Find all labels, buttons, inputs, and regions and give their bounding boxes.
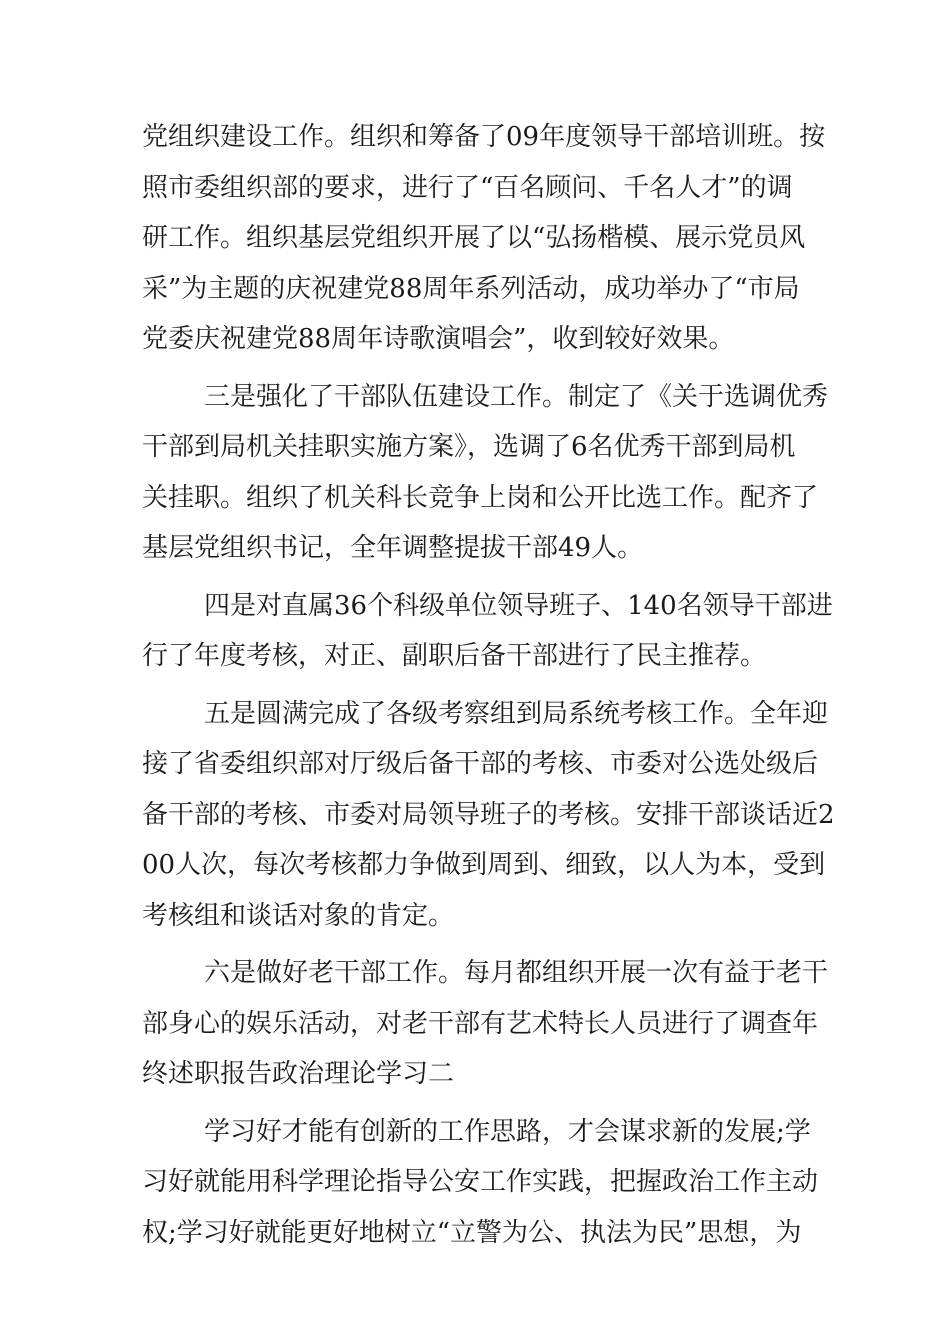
paragraph-line: 00人次，每次考核都力争做到周到、细致，以人为本，受到: [142, 850, 826, 880]
paragraph-line: 照市委组织部的要求，进行了“百名顾问、千名人才”的调: [142, 172, 793, 203]
paragraph-line: 行了年度考核，对正、副职后备干部进行了民主推荐。: [142, 641, 767, 671]
document-body: [142, 112, 835, 1258]
paragraph-gap: [142, 682, 832, 689]
paragraph-3: [142, 581, 832, 682]
paragraph-gap: [142, 365, 832, 372]
paragraph-line: 接了省委组织部对厅级后备干部的考核、市委对公选处级后: [142, 749, 819, 779]
paragraph-1: [142, 112, 832, 365]
paragraph-line: 基层党组织书记，全年调整提拔干部49人。: [142, 533, 644, 563]
paragraph-line: 三是强化了干部队伍建设工作。制定了《关于选调优秀: [204, 381, 829, 412]
paragraph-line: 党组织建设工作。组织和筹备了09年度领导干部培训班。按: [142, 122, 826, 152]
paragraph-line: 研工作。组织基层党组织开展了以“弘扬楷模、展示党员风: [142, 223, 806, 253]
paragraph-2: [142, 372, 832, 574]
paragraph-line: 终述职报告政治理论学习二: [142, 1059, 455, 1089]
paragraph-line: 党委庆祝建党88周年诗歌演唱会”，收到较好效果。: [142, 324, 735, 354]
paragraph-line: 部身心的娱乐活动，对老干部有艺术特长人员进行了调查年: [142, 1008, 819, 1039]
paragraph-gap: [142, 1100, 832, 1107]
paragraph-line: 五是圆满完成了各级考察组到局系统考核工作。全年迎: [204, 698, 829, 729]
paragraph-6: [142, 1107, 832, 1259]
paragraph-line: 四是对直属36个科级单位领导班子、140名领导干部进: [204, 590, 833, 621]
paragraph-line: 学习好才能有创新的工作思路，才会谋求新的发展;学: [204, 1116, 811, 1147]
paragraph-line: 采”为主题的庆祝建党88周年系列活动，成功举办了“市局: [142, 273, 800, 304]
paragraph-line: 备干部的考核、市委对局领导班子的考核。安排干部谈话近2: [142, 799, 835, 830]
paragraph-line: 考核组和谈话对象的肯定。: [142, 900, 455, 931]
paragraph-5: [142, 948, 832, 1100]
paragraph-4: [142, 689, 835, 942]
paragraph-gap: [142, 941, 832, 948]
paragraph-line: 关挂职。组织了机关科长竞争上岗和公开比选工作。配齐了: [142, 482, 819, 513]
paragraph-line: 权;学习好就能更好地树立“立警为公、执法为民”思想，为: [142, 1217, 802, 1248]
paragraph-gap: [142, 574, 832, 581]
paragraph-line: 习好就能用科学理论指导公安工作实践，把握政治工作主动: [142, 1167, 819, 1197]
paragraph-line: 干部到局机关挂职实施方案》，选调了6名优秀干部到局机: [142, 432, 796, 462]
paragraph-line: 六是做好老干部工作。每月都组织开展一次有益于老干: [204, 958, 829, 988]
